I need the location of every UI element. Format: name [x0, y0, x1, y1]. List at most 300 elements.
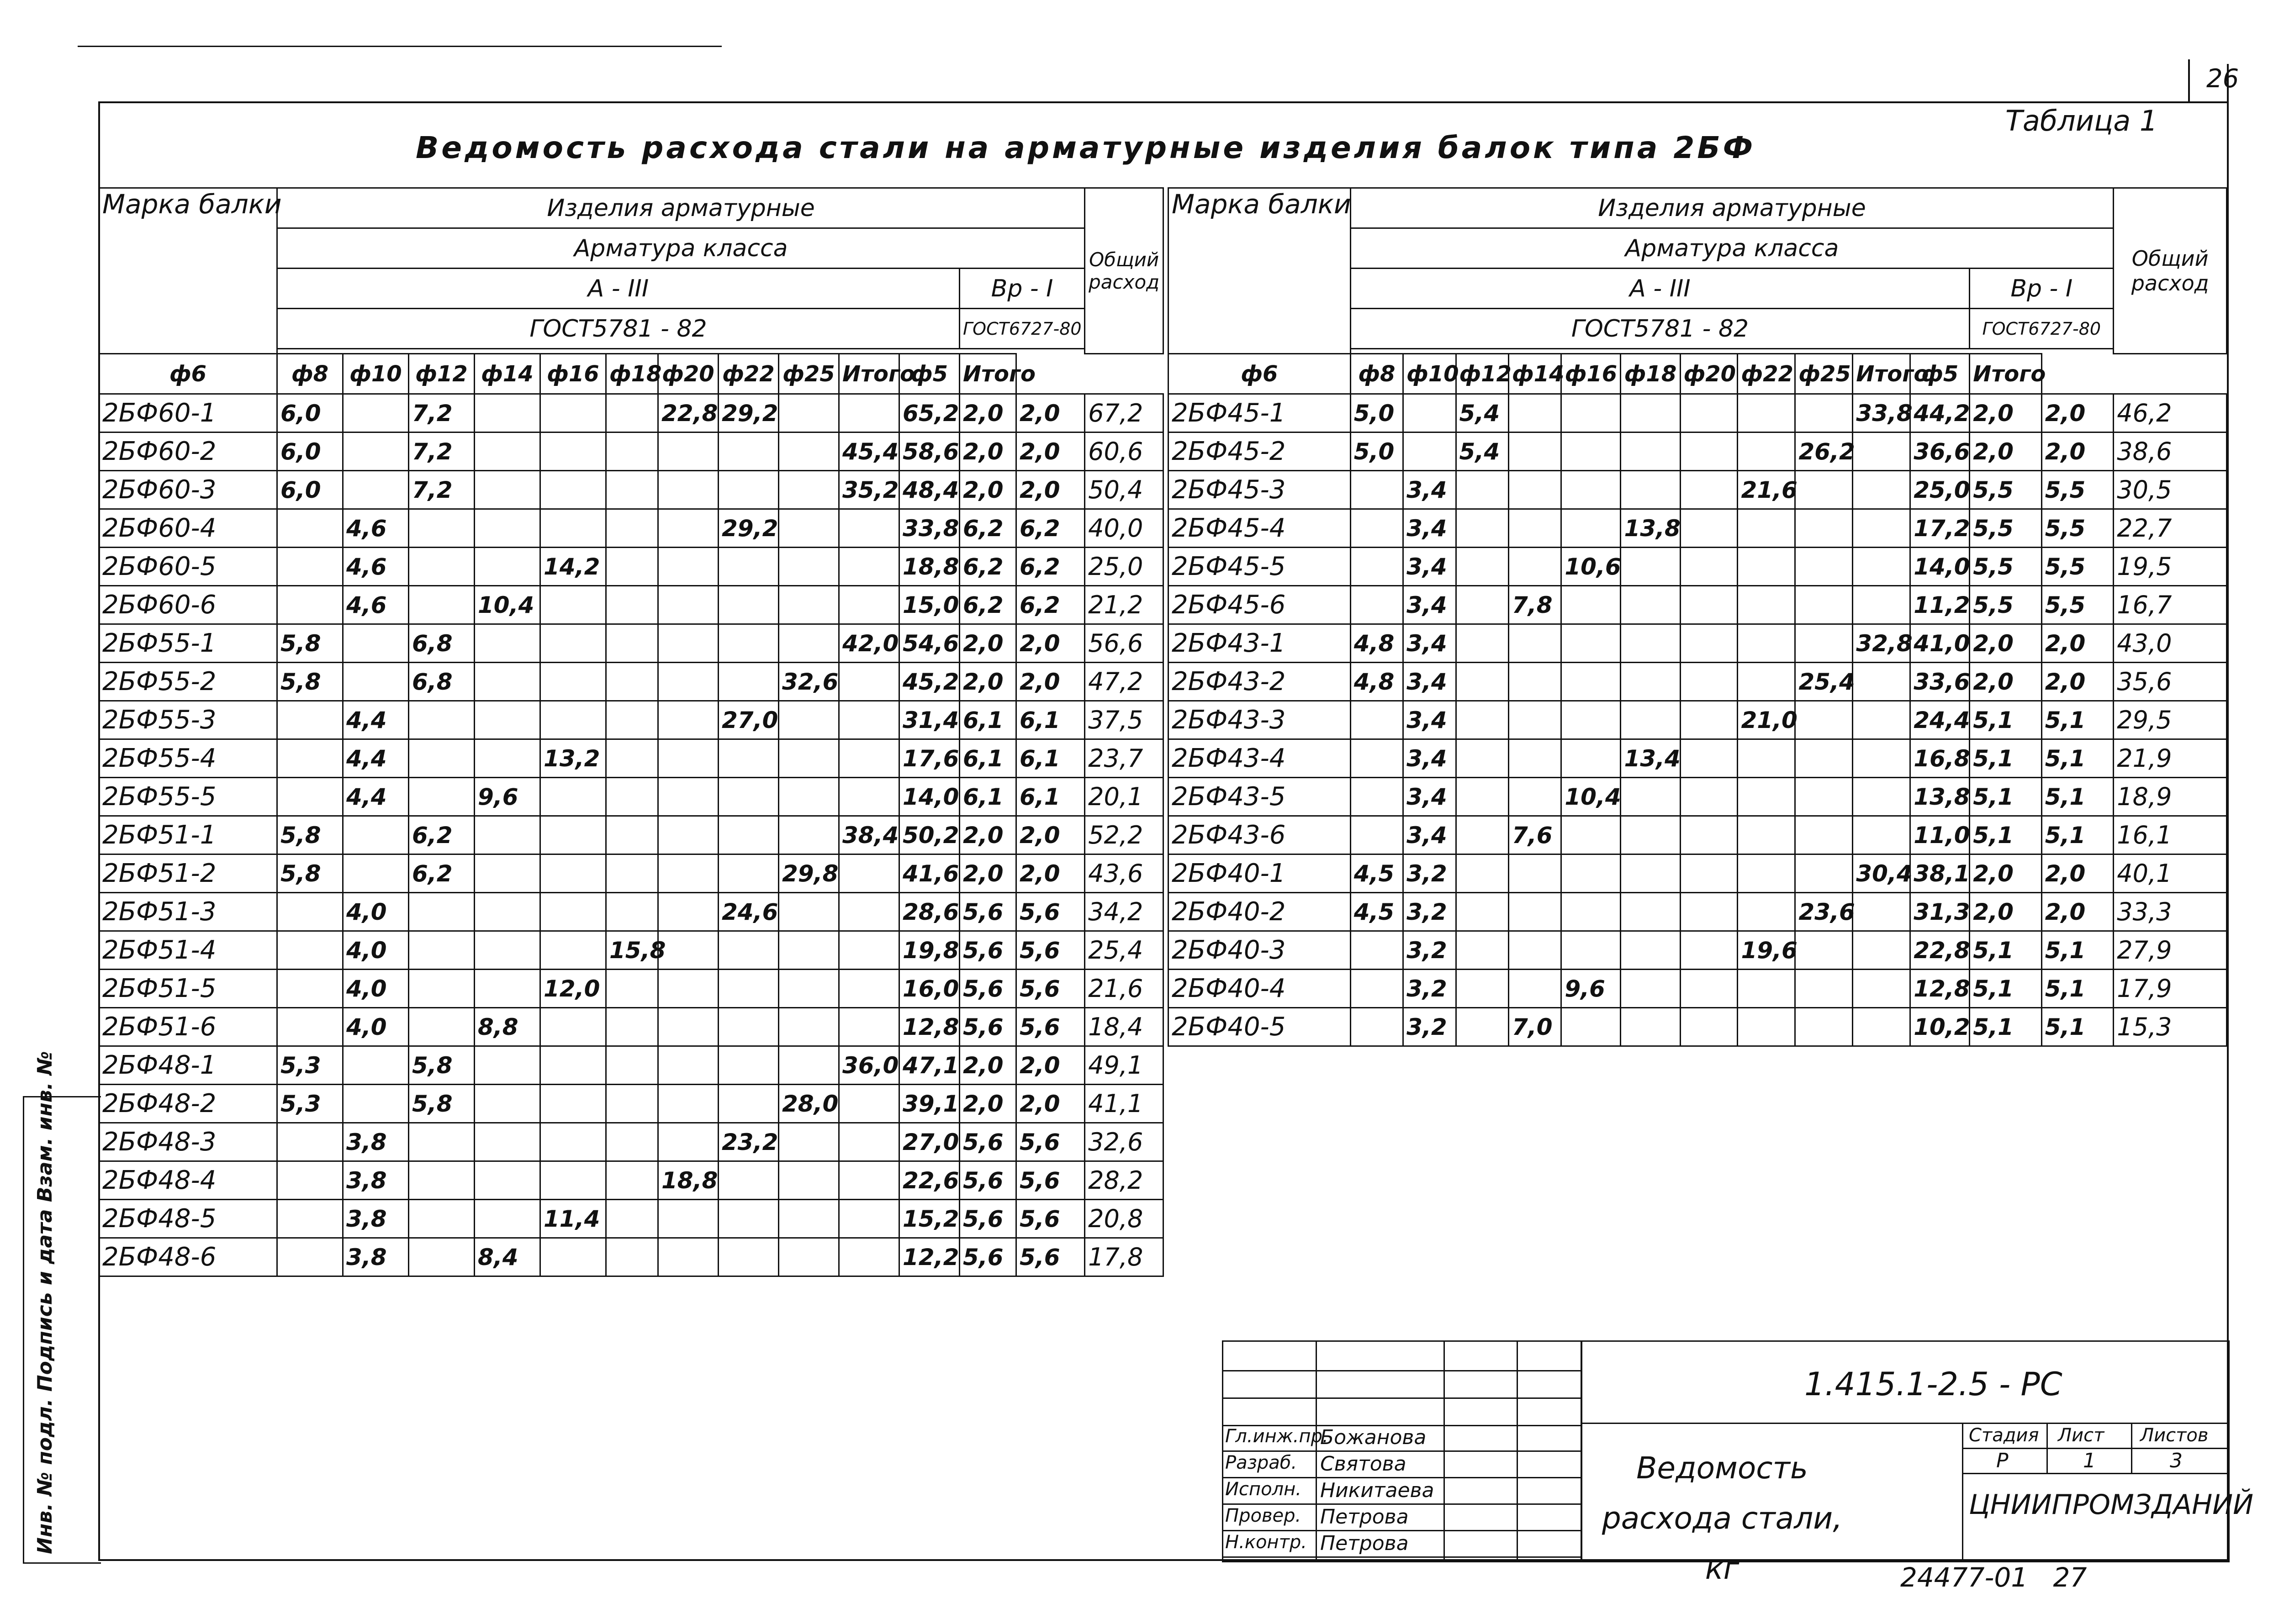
value-cell: [409, 931, 475, 970]
value-cell: [839, 394, 899, 432]
value-cell: [1621, 931, 1680, 970]
value-cell: [606, 1046, 658, 1085]
tb-line: [1316, 1340, 1317, 1560]
value-cell: 2,0: [1016, 816, 1085, 854]
value-cell: 2,0: [1970, 854, 2041, 893]
value-cell: [343, 471, 409, 509]
value-cell: [839, 1123, 899, 1161]
value-cell: 2,0: [960, 1046, 1016, 1085]
value-cell: 2,0: [1970, 432, 2041, 471]
value-cell: 5,6: [1016, 1238, 1085, 1276]
value-cell: 2,0: [1016, 394, 1085, 432]
value-cell: 38,4: [839, 816, 899, 854]
products-header: Изделия арматурные: [1350, 188, 2114, 228]
value-cell: [1738, 624, 1795, 663]
value-cell: [540, 778, 606, 816]
value-cell: [606, 1238, 658, 1276]
table-row: [1168, 471, 2227, 509]
value-cell: [277, 586, 343, 624]
value-cell: [658, 893, 719, 931]
total-cell: 22,7: [2114, 509, 2227, 548]
value-cell: 44,2: [1910, 394, 1970, 432]
value-cell: [1561, 394, 1621, 432]
value-cell: [540, 1085, 606, 1123]
value-cell: [1508, 778, 1561, 816]
value-cell: [1738, 663, 1795, 701]
column-header: ф8: [1350, 354, 1403, 394]
value-cell: 48,4: [899, 471, 960, 509]
total-cell: 20,1: [1085, 778, 1163, 816]
value-cell: 3,4: [1403, 701, 1456, 739]
beam-mark: 2БФ45-6: [1168, 586, 1351, 624]
value-cell: [475, 931, 540, 970]
sheets-value: 3: [2170, 1449, 2183, 1472]
value-cell: 4,0: [343, 931, 409, 970]
value-cell: 5,6: [960, 931, 1016, 970]
value-cell: [658, 1200, 719, 1238]
value-cell: 9,6: [475, 778, 540, 816]
value-cell: 6,2: [1016, 548, 1085, 586]
value-cell: 6,2: [409, 854, 475, 893]
value-cell: [343, 854, 409, 893]
value-cell: [658, 701, 719, 739]
table-row: [99, 854, 1163, 893]
role-label: Н.контр.: [1225, 1532, 1307, 1553]
value-cell: [540, 509, 606, 548]
column-header: ф10: [343, 354, 409, 394]
beam-mark: 2БФ51-4: [99, 931, 277, 970]
value-cell: [658, 471, 719, 509]
value-cell: 2,0: [2041, 893, 2114, 931]
tb-line: [1581, 1423, 2227, 1424]
value-cell: 21,6: [1738, 471, 1795, 509]
column-header: ф14: [1508, 354, 1561, 394]
beam-mark: 2БФ60-6: [99, 586, 277, 624]
total-cell: 46,2: [2114, 394, 2227, 432]
value-cell: [1456, 586, 1508, 624]
value-cell: [719, 1046, 779, 1085]
value-cell: [658, 1123, 719, 1161]
value-cell: 5,8: [277, 624, 343, 663]
value-cell: [1738, 394, 1795, 432]
value-cell: [719, 548, 779, 586]
value-cell: 5,6: [960, 970, 1016, 1008]
value-cell: 27,0: [719, 701, 779, 739]
value-cell: [475, 663, 540, 701]
value-cell: 2,0: [1016, 663, 1085, 701]
value-cell: [1795, 854, 1853, 893]
value-cell: [658, 1085, 719, 1123]
value-cell: [839, 739, 899, 778]
value-cell: [540, 586, 606, 624]
value-cell: 2,0: [960, 471, 1016, 509]
value-cell: [1795, 548, 1853, 586]
column-header: ф8: [277, 354, 343, 394]
value-cell: [475, 432, 540, 471]
value-cell: 28,0: [779, 1085, 839, 1123]
value-cell: [719, 970, 779, 1008]
table-row: [99, 471, 1163, 509]
stage-label: Стадия: [1969, 1425, 2039, 1446]
value-cell: [409, 509, 475, 548]
table-row: [99, 663, 1163, 701]
sheet-number-divider: [2188, 59, 2190, 101]
value-cell: [606, 394, 658, 432]
value-cell: [343, 663, 409, 701]
left-table: [98, 187, 1164, 1277]
value-cell: [540, 1238, 606, 1276]
beam-mark: 2БФ60-4: [99, 509, 277, 548]
table-row: [99, 739, 1163, 778]
value-cell: 7,6: [1508, 816, 1561, 854]
column-header: ф20: [658, 354, 719, 394]
table-row: [99, 970, 1163, 1008]
beam-mark: 2БФ43-5: [1168, 778, 1351, 816]
value-cell: 5,6: [1016, 1008, 1085, 1046]
value-cell: 5,6: [960, 893, 1016, 931]
value-cell: [606, 1008, 658, 1046]
value-cell: [606, 701, 658, 739]
value-cell: [606, 1161, 658, 1200]
value-cell: [1403, 432, 1456, 471]
value-cell: [1621, 624, 1680, 663]
table-row: [99, 701, 1163, 739]
value-cell: [1561, 854, 1621, 893]
value-cell: 23,2: [719, 1123, 779, 1161]
value-cell: 35,2: [839, 471, 899, 509]
value-cell: 2,0: [1970, 394, 2041, 432]
value-cell: 19,8: [899, 931, 960, 970]
table-row: [99, 509, 1163, 548]
tb-line: [1581, 1340, 1582, 1560]
value-cell: [779, 739, 839, 778]
top-rule: [78, 46, 722, 47]
value-cell: 18,8: [899, 548, 960, 586]
value-cell: [719, 816, 779, 854]
table-row: [1168, 970, 2227, 1008]
value-cell: 29,2: [719, 509, 779, 548]
class-vr1-header: Вр - I: [960, 269, 1085, 309]
value-cell: [779, 624, 839, 663]
column-header: Итого: [1853, 354, 1910, 394]
value-cell: [1456, 663, 1508, 701]
table-row: [1168, 816, 2227, 854]
value-cell: 2,0: [960, 816, 1016, 854]
value-cell: 2,0: [2041, 394, 2114, 432]
value-cell: [1853, 471, 1910, 509]
value-cell: 10,4: [475, 586, 540, 624]
beam-mark: 2БФ45-2: [1168, 432, 1351, 471]
value-cell: 5,6: [960, 1161, 1016, 1200]
column-header: ф18: [606, 354, 658, 394]
value-cell: 33,8: [1853, 394, 1910, 432]
table-row: [1168, 509, 2227, 548]
value-cell: [1621, 394, 1680, 432]
value-cell: [475, 739, 540, 778]
value-cell: [839, 548, 899, 586]
value-cell: [1621, 854, 1680, 893]
value-cell: [779, 1200, 839, 1238]
column-header: ф5: [1910, 354, 1970, 394]
value-cell: [540, 1046, 606, 1085]
value-cell: 6,0: [277, 471, 343, 509]
value-cell: 6,2: [960, 586, 1016, 624]
mark-header: Марка балки: [1168, 188, 1351, 354]
value-cell: [606, 509, 658, 548]
sheet-value: 1: [2083, 1449, 2096, 1472]
value-cell: [409, 970, 475, 1008]
rebar-class-header: Арматура класса: [277, 228, 1085, 269]
value-cell: [1456, 970, 1508, 1008]
value-cell: 3,8: [343, 1123, 409, 1161]
beam-mark: 2БФ60-2: [99, 432, 277, 471]
total-cell: 60,6: [1085, 432, 1163, 471]
table-row: [1168, 739, 2227, 778]
value-cell: [1795, 509, 1853, 548]
value-cell: 3,2: [1403, 1008, 1456, 1046]
value-cell: [540, 663, 606, 701]
value-cell: [540, 893, 606, 931]
value-cell: 29,2: [719, 394, 779, 432]
value-cell: [1795, 701, 1853, 739]
value-cell: [606, 548, 658, 586]
value-cell: [1350, 509, 1403, 548]
column-header: Итого: [839, 354, 899, 394]
total-cell: 15,3: [2114, 1008, 2227, 1046]
value-cell: [1738, 854, 1795, 893]
value-cell: 3,2: [1403, 893, 1456, 931]
value-cell: [1680, 778, 1738, 816]
value-cell: 3,2: [1403, 970, 1456, 1008]
value-cell: 65,2: [899, 394, 960, 432]
value-cell: 3,4: [1403, 663, 1456, 701]
value-cell: 30,4: [1853, 854, 1910, 893]
value-cell: 22,8: [658, 394, 719, 432]
value-cell: [1738, 432, 1795, 471]
value-cell: [606, 854, 658, 893]
value-cell: 14,0: [1910, 548, 1970, 586]
value-cell: [1680, 739, 1738, 778]
products-header: Изделия арматурные: [277, 188, 1085, 228]
value-cell: [1738, 893, 1795, 931]
total-cell: 35,6: [2114, 663, 2227, 701]
value-cell: [1795, 471, 1853, 509]
value-cell: [540, 394, 606, 432]
value-cell: 13,8: [1621, 509, 1680, 548]
value-cell: 4,0: [343, 893, 409, 931]
stage-value: Р: [1996, 1449, 2009, 1472]
value-cell: [277, 548, 343, 586]
table-row: [1168, 663, 2227, 701]
tb-line: [1222, 1477, 1581, 1478]
value-cell: [719, 663, 779, 701]
value-cell: 11,0: [1910, 816, 1970, 854]
value-cell: [475, 624, 540, 663]
total-cell: 67,2: [1085, 394, 1163, 432]
value-cell: [779, 1123, 839, 1161]
tb-line: [1222, 1530, 1581, 1531]
value-cell: [779, 394, 839, 432]
value-cell: 33,6: [1910, 663, 1970, 701]
value-cell: [1680, 931, 1738, 970]
value-cell: [719, 931, 779, 970]
value-cell: [1508, 624, 1561, 663]
value-cell: [658, 778, 719, 816]
value-cell: [779, 1238, 839, 1276]
value-cell: 6,1: [1016, 701, 1085, 739]
beam-mark: 2БФ48-3: [99, 1123, 277, 1161]
value-cell: [839, 893, 899, 931]
role-name: Никитаева: [1320, 1479, 1434, 1502]
right-table: [1168, 187, 2227, 1047]
total-cell: 18,9: [2114, 778, 2227, 816]
value-cell: 5,0: [1350, 394, 1403, 432]
value-cell: [1680, 854, 1738, 893]
value-cell: 24,6: [719, 893, 779, 931]
value-cell: [1508, 471, 1561, 509]
value-cell: [1795, 970, 1853, 1008]
beam-mark: 2БФ45-3: [1168, 471, 1351, 509]
column-header: ф6: [1168, 354, 1351, 394]
value-cell: [1853, 701, 1910, 739]
value-cell: 6,8: [409, 624, 475, 663]
value-cell: [475, 1046, 540, 1085]
value-cell: [277, 931, 343, 970]
value-cell: [1795, 778, 1853, 816]
table-row: [1168, 1008, 2227, 1046]
gost-vr1-header: ГОСТ6727-80: [1970, 309, 2114, 349]
beam-mark: 2БФ51-1: [99, 816, 277, 854]
value-cell: 3,8: [343, 1161, 409, 1200]
value-cell: 39,1: [899, 1085, 960, 1123]
value-cell: [475, 816, 540, 854]
value-cell: 2,0: [2041, 624, 2114, 663]
value-cell: [1680, 548, 1738, 586]
table-row: [99, 432, 1163, 471]
value-cell: 17,2: [1910, 509, 1970, 548]
total-cell: 30,5: [2114, 471, 2227, 509]
value-cell: [658, 1046, 719, 1085]
beam-mark: 2БФ45-4: [1168, 509, 1351, 548]
value-cell: 5,8: [277, 663, 343, 701]
value-cell: [475, 1085, 540, 1123]
beam-mark: 2БФ55-1: [99, 624, 277, 663]
value-cell: [606, 624, 658, 663]
value-cell: [1350, 471, 1403, 509]
value-cell: 5,1: [2041, 739, 2114, 778]
value-cell: [606, 816, 658, 854]
total-cell: 34,2: [1085, 893, 1163, 931]
value-cell: [1853, 893, 1910, 931]
value-cell: [343, 624, 409, 663]
value-cell: 31,3: [1910, 893, 1970, 931]
beam-mark: 2БФ48-1: [99, 1046, 277, 1085]
value-cell: 15,0: [899, 586, 960, 624]
beam-mark: 2БФ43-1: [1168, 624, 1351, 663]
value-cell: [779, 548, 839, 586]
value-cell: [1456, 893, 1508, 931]
total-cell: 19,5: [2114, 548, 2227, 586]
value-cell: [1853, 432, 1910, 471]
table-row: [1168, 548, 2227, 586]
value-cell: 18,8: [658, 1161, 719, 1200]
value-cell: [540, 1161, 606, 1200]
value-cell: [1456, 931, 1508, 970]
table-row: [1168, 624, 2227, 663]
value-cell: [1621, 663, 1680, 701]
value-cell: [540, 701, 606, 739]
total-cell: 41,1: [1085, 1085, 1163, 1123]
value-cell: 5,6: [960, 1123, 1016, 1161]
value-cell: [1795, 394, 1853, 432]
value-cell: [1561, 739, 1621, 778]
column-header: ф25: [1795, 354, 1853, 394]
value-cell: [1621, 586, 1680, 624]
beam-mark: 2БФ48-2: [99, 1085, 277, 1123]
table-row: [99, 394, 1163, 432]
role-label: Гл.инж.пр.: [1225, 1426, 1328, 1447]
value-cell: [1680, 701, 1738, 739]
value-cell: [409, 1200, 475, 1238]
value-cell: 4,4: [343, 778, 409, 816]
value-cell: 5,1: [2041, 1008, 2114, 1046]
value-cell: [719, 1008, 779, 1046]
beam-mark: 2БФ43-2: [1168, 663, 1351, 701]
tb-line: [1222, 1503, 1581, 1505]
value-cell: 3,4: [1403, 471, 1456, 509]
value-cell: 3,8: [343, 1238, 409, 1276]
value-cell: [1508, 854, 1561, 893]
value-cell: 4,6: [343, 586, 409, 624]
value-cell: [1561, 586, 1621, 624]
value-cell: 4,8: [1350, 624, 1403, 663]
column-header: Итого: [1970, 354, 2041, 394]
value-cell: [475, 893, 540, 931]
value-cell: 5,1: [1970, 701, 2041, 739]
table-row: [1168, 931, 2227, 970]
value-cell: [1680, 624, 1738, 663]
value-cell: [839, 1085, 899, 1123]
value-cell: [1561, 893, 1621, 931]
role-name: Святова: [1320, 1452, 1406, 1476]
table-row: [1168, 893, 2227, 931]
value-cell: [1680, 1008, 1738, 1046]
beam-mark: 2БФ51-3: [99, 893, 277, 931]
value-cell: 6,0: [277, 432, 343, 471]
value-cell: [1853, 548, 1910, 586]
value-cell: 32,8: [1853, 624, 1910, 663]
value-cell: [1853, 778, 1910, 816]
value-cell: 6,1: [960, 701, 1016, 739]
role-label: Провер.: [1225, 1505, 1301, 1526]
value-cell: 5,8: [409, 1046, 475, 1085]
value-cell: [779, 1046, 839, 1085]
doc-code: 1.415.1-2.5 - РС: [1804, 1366, 2062, 1403]
value-cell: [606, 1085, 658, 1123]
value-cell: 7,8: [1508, 586, 1561, 624]
value-cell: 5,6: [1016, 1200, 1085, 1238]
value-cell: [779, 970, 839, 1008]
value-cell: [839, 854, 899, 893]
value-cell: [839, 931, 899, 970]
value-cell: [1456, 1008, 1508, 1046]
value-cell: [779, 816, 839, 854]
value-cell: 50,2: [899, 816, 960, 854]
value-cell: 25,4: [1795, 663, 1853, 701]
value-cell: [839, 1008, 899, 1046]
value-cell: [1456, 624, 1508, 663]
value-cell: 12,2: [899, 1238, 960, 1276]
